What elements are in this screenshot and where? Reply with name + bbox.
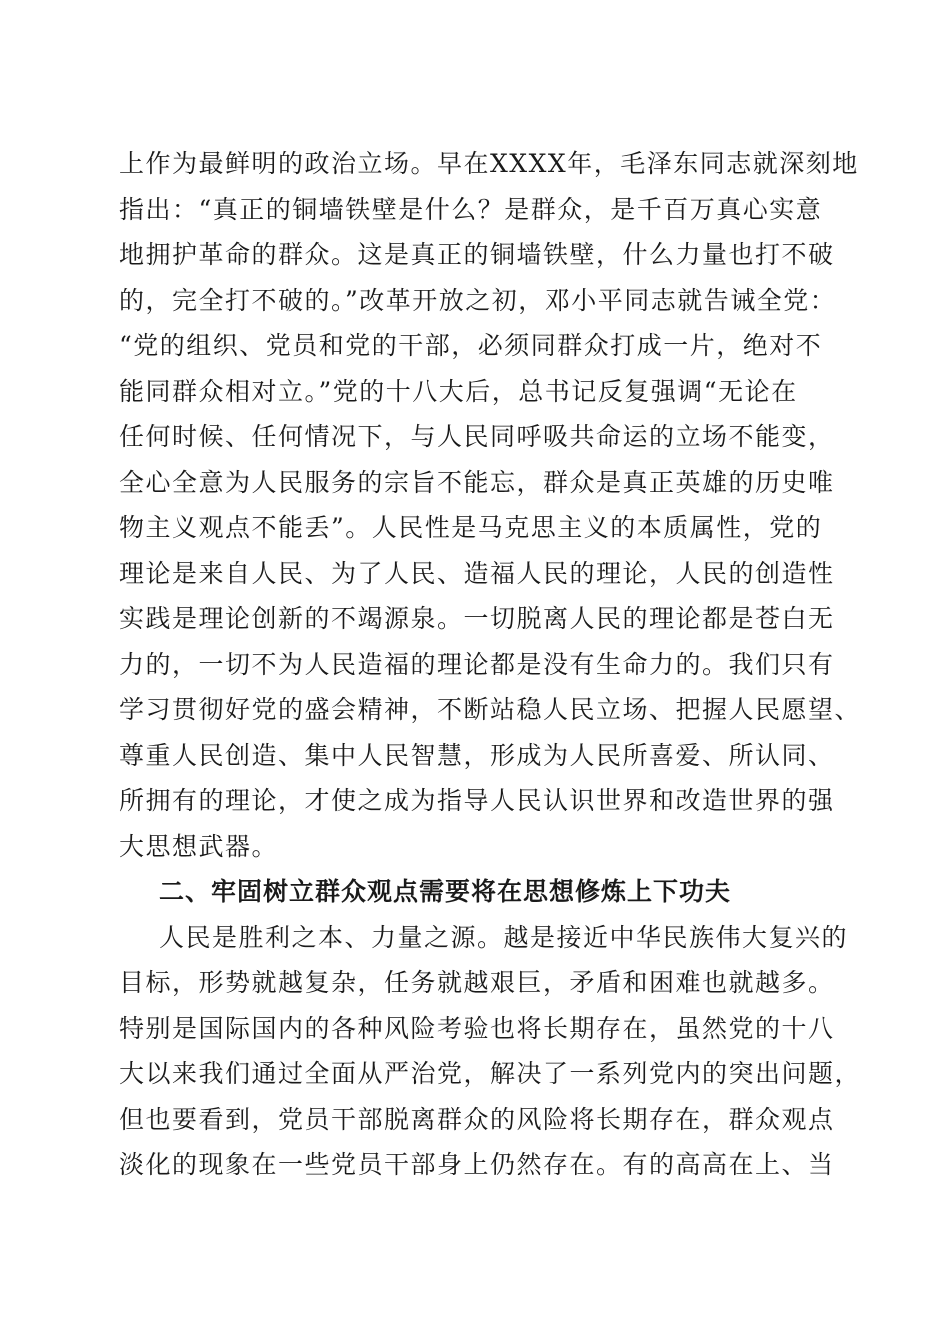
paragraph-line: 淡化的现象在一些党员干部身上仍然存在。有的高高在上、当 bbox=[119, 1150, 835, 1179]
paragraph-line: 目标，形势就越复杂，任务就越艰巨，矛盾和困难也就越多。 bbox=[119, 968, 835, 997]
paragraph-line: 特别是国际国内的各种风险考验也将长期存在，虽然党的十八 bbox=[119, 1013, 835, 1043]
document-body bbox=[119, 141, 862, 1188]
paragraph-line: 人民是胜利之本、力量之源。越是接近中华民族伟大复兴的 bbox=[159, 922, 849, 952]
paragraph-line: 学习贯彻好党的盛会精神，不断站稳人民立场、把握人民愿望、 bbox=[119, 695, 862, 724]
paragraph-line: 理论是来自人民、为了人民、造福人民的理论，人民的创造性 bbox=[119, 558, 835, 588]
paragraph-line: 地拥护革命的群众。这是真正的铜墙铁壁，什么力量也打不破 bbox=[119, 240, 835, 269]
paragraph-line: 的，完全打不破的。”改革开放之初，邓小平同志就告诫全党： bbox=[119, 285, 837, 315]
paragraph-line: 任何时候、任何情况下，与人民同呼吸共命运的立场不能变， bbox=[119, 422, 835, 451]
paragraph-line: 大思想武器。 bbox=[119, 831, 279, 861]
paragraph-line: 实践是理论创新的不竭源泉。一切脱离人民的理论都是苍白无 bbox=[119, 604, 835, 633]
paragraph-line: 尊重人民创造、集中人民智慧，形成为人民所喜爱、所认同、 bbox=[119, 740, 835, 770]
paragraph-line: “党的组织、党员和党的干部，必须同群众打成一片，绝对不 bbox=[119, 331, 823, 360]
paragraph-line: 大以来我们通过全面从严治党，解决了一系列党内的突出问题， bbox=[119, 1059, 862, 1088]
paragraph-line: 能同群众相对立。”党的十八大后，总书记反复强调“无论在 bbox=[119, 376, 798, 406]
section-heading: 二、牢固树立群众观点需要将在思想修炼上下功夫 bbox=[159, 877, 732, 906]
paragraph-line: 但也要看到，党员干部脱离群众的风险将长期存在，群众观点 bbox=[119, 1104, 835, 1134]
paragraph-line: 物主义观点不能丢”。人民性是马克思主义的本质属性，党的 bbox=[119, 513, 823, 542]
paragraph-line: 上作为最鲜明的政治立场。早在XXXX年，毛泽东同志就深刻地 bbox=[119, 149, 859, 178]
paragraph-line: 所拥有的理论，才使之成为指导人民认识世界和改造世界的强 bbox=[119, 786, 835, 815]
paragraph-line: 力的，一切不为人民造福的理论都是没有生命力的。我们只有 bbox=[119, 649, 835, 679]
paragraph-line: 全心全意为人民服务的宗旨不能忘，群众是真正英雄的历史唯 bbox=[119, 467, 835, 497]
paragraph-line: 指出：“真正的铜墙铁壁是什么？是群众，是千百万真心实意 bbox=[119, 194, 823, 224]
